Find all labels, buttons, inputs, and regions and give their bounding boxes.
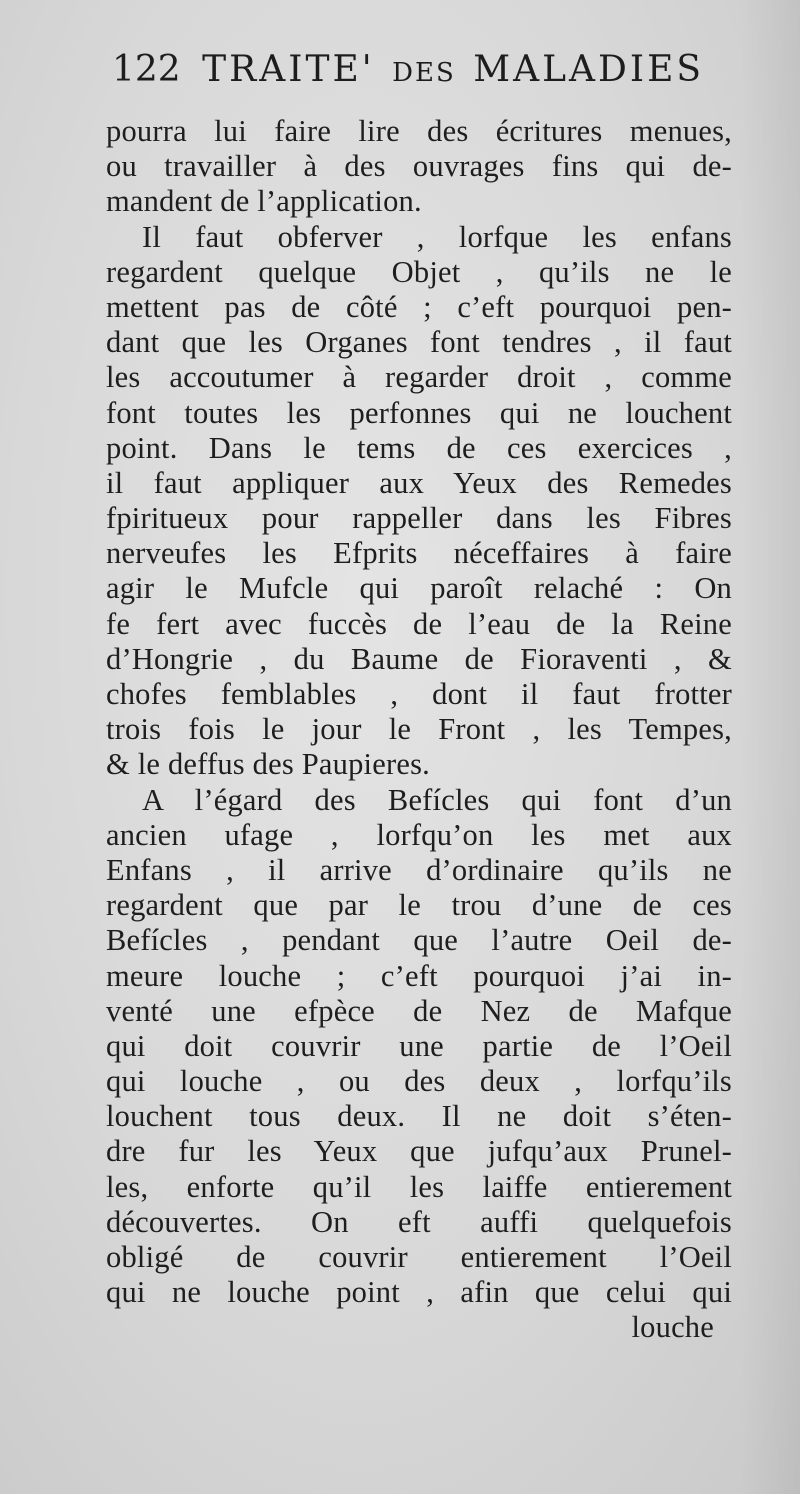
catchword: louche (631, 1310, 714, 1345)
text-line: fpiritueux pour rappeller dans les Fibres (106, 501, 732, 536)
text-line: fe fert avec fuccès de l’eau de la Reine (106, 606, 732, 641)
text-line: découvertes. On eft auffi quelquefois (106, 1204, 732, 1239)
header-title-part: MALADIES (473, 49, 705, 90)
text-line: ou travailler à des ouvrages fins qui de- (106, 149, 732, 184)
text-line: regardent quelque Objet , qu’ils ne le (106, 254, 732, 289)
text-line: les accoutumer à regarder droit , comme (106, 360, 732, 395)
body-text (106, 114, 732, 1346)
text-line: Il faut obferver , lorfque les enfans (142, 219, 732, 254)
text-line: louchent tous deux. Il ne doit s’éten- (106, 1099, 732, 1134)
text-line: A l’égard des Befícles qui font d’un (142, 782, 732, 817)
text-line: trois fois le jour le Front , les Tempes, (106, 712, 732, 747)
header-title-part: DES (392, 58, 456, 88)
text-line: meure louche ; c’eft pourquoi j’ai in- (106, 958, 732, 993)
text-line: font toutes les perfonnes qui ne louchent (106, 395, 732, 430)
text-line: pourra lui faire lire des écritures menues, (106, 114, 732, 148)
text-line: qui doit couvrir une partie de l’Oeil (106, 1028, 732, 1063)
text-line: dre fur les Yeux que jufqu’aux Prunel- (106, 1134, 732, 1169)
text-line: Befícles , pendant que l’autre Oeil de- (106, 923, 732, 958)
page-edge-shadow (740, 0, 800, 1494)
text-line: regardent que par le trou d’une de ces (106, 888, 732, 923)
text-line: dant que les Organes font tendres , il faut (106, 325, 732, 360)
text-line: chofes femblables , dont il faut frotter (106, 677, 732, 711)
text-line: qui louche , ou des deux , lorfqu’ils (106, 1064, 732, 1099)
text-line: agir le Mufcle qui paroît relaché : On (106, 571, 732, 606)
text-line: il faut appliquer aux Yeux des Remedes (106, 465, 732, 500)
text-line: les, enforte qu’il les laiffe entierement (106, 1169, 732, 1204)
text-line: point. Dans le tems de ces exercices , (106, 430, 732, 465)
text-line: d’Hongrie , du Baume de Fioraventi , & (106, 641, 732, 676)
text-line: Enfans , il arrive d’ordinaire qu’ils ne (106, 852, 732, 887)
page-number: 122 (112, 49, 181, 90)
header-title-part: TRAITE' (202, 49, 375, 90)
text-line: & le deffus des Paupieres. (106, 747, 430, 782)
text-line: ancien ufage , lorfqu’on les met aux (106, 817, 732, 852)
text-line: qui ne louche point , afin que celui qui (106, 1275, 732, 1310)
text-line: mettent pas de côté ; c’eft pourquoi pen- (106, 289, 732, 324)
text-line: mandent de l’application. (106, 184, 422, 219)
text-line: venté une efpèce de Nez de Mafque (106, 993, 732, 1028)
running-header (112, 49, 705, 93)
text-line: obligé de couvrir entierement l’Oeil (106, 1240, 732, 1274)
text-line: nerveufes les Efprits néceffaires à faire (106, 536, 732, 571)
